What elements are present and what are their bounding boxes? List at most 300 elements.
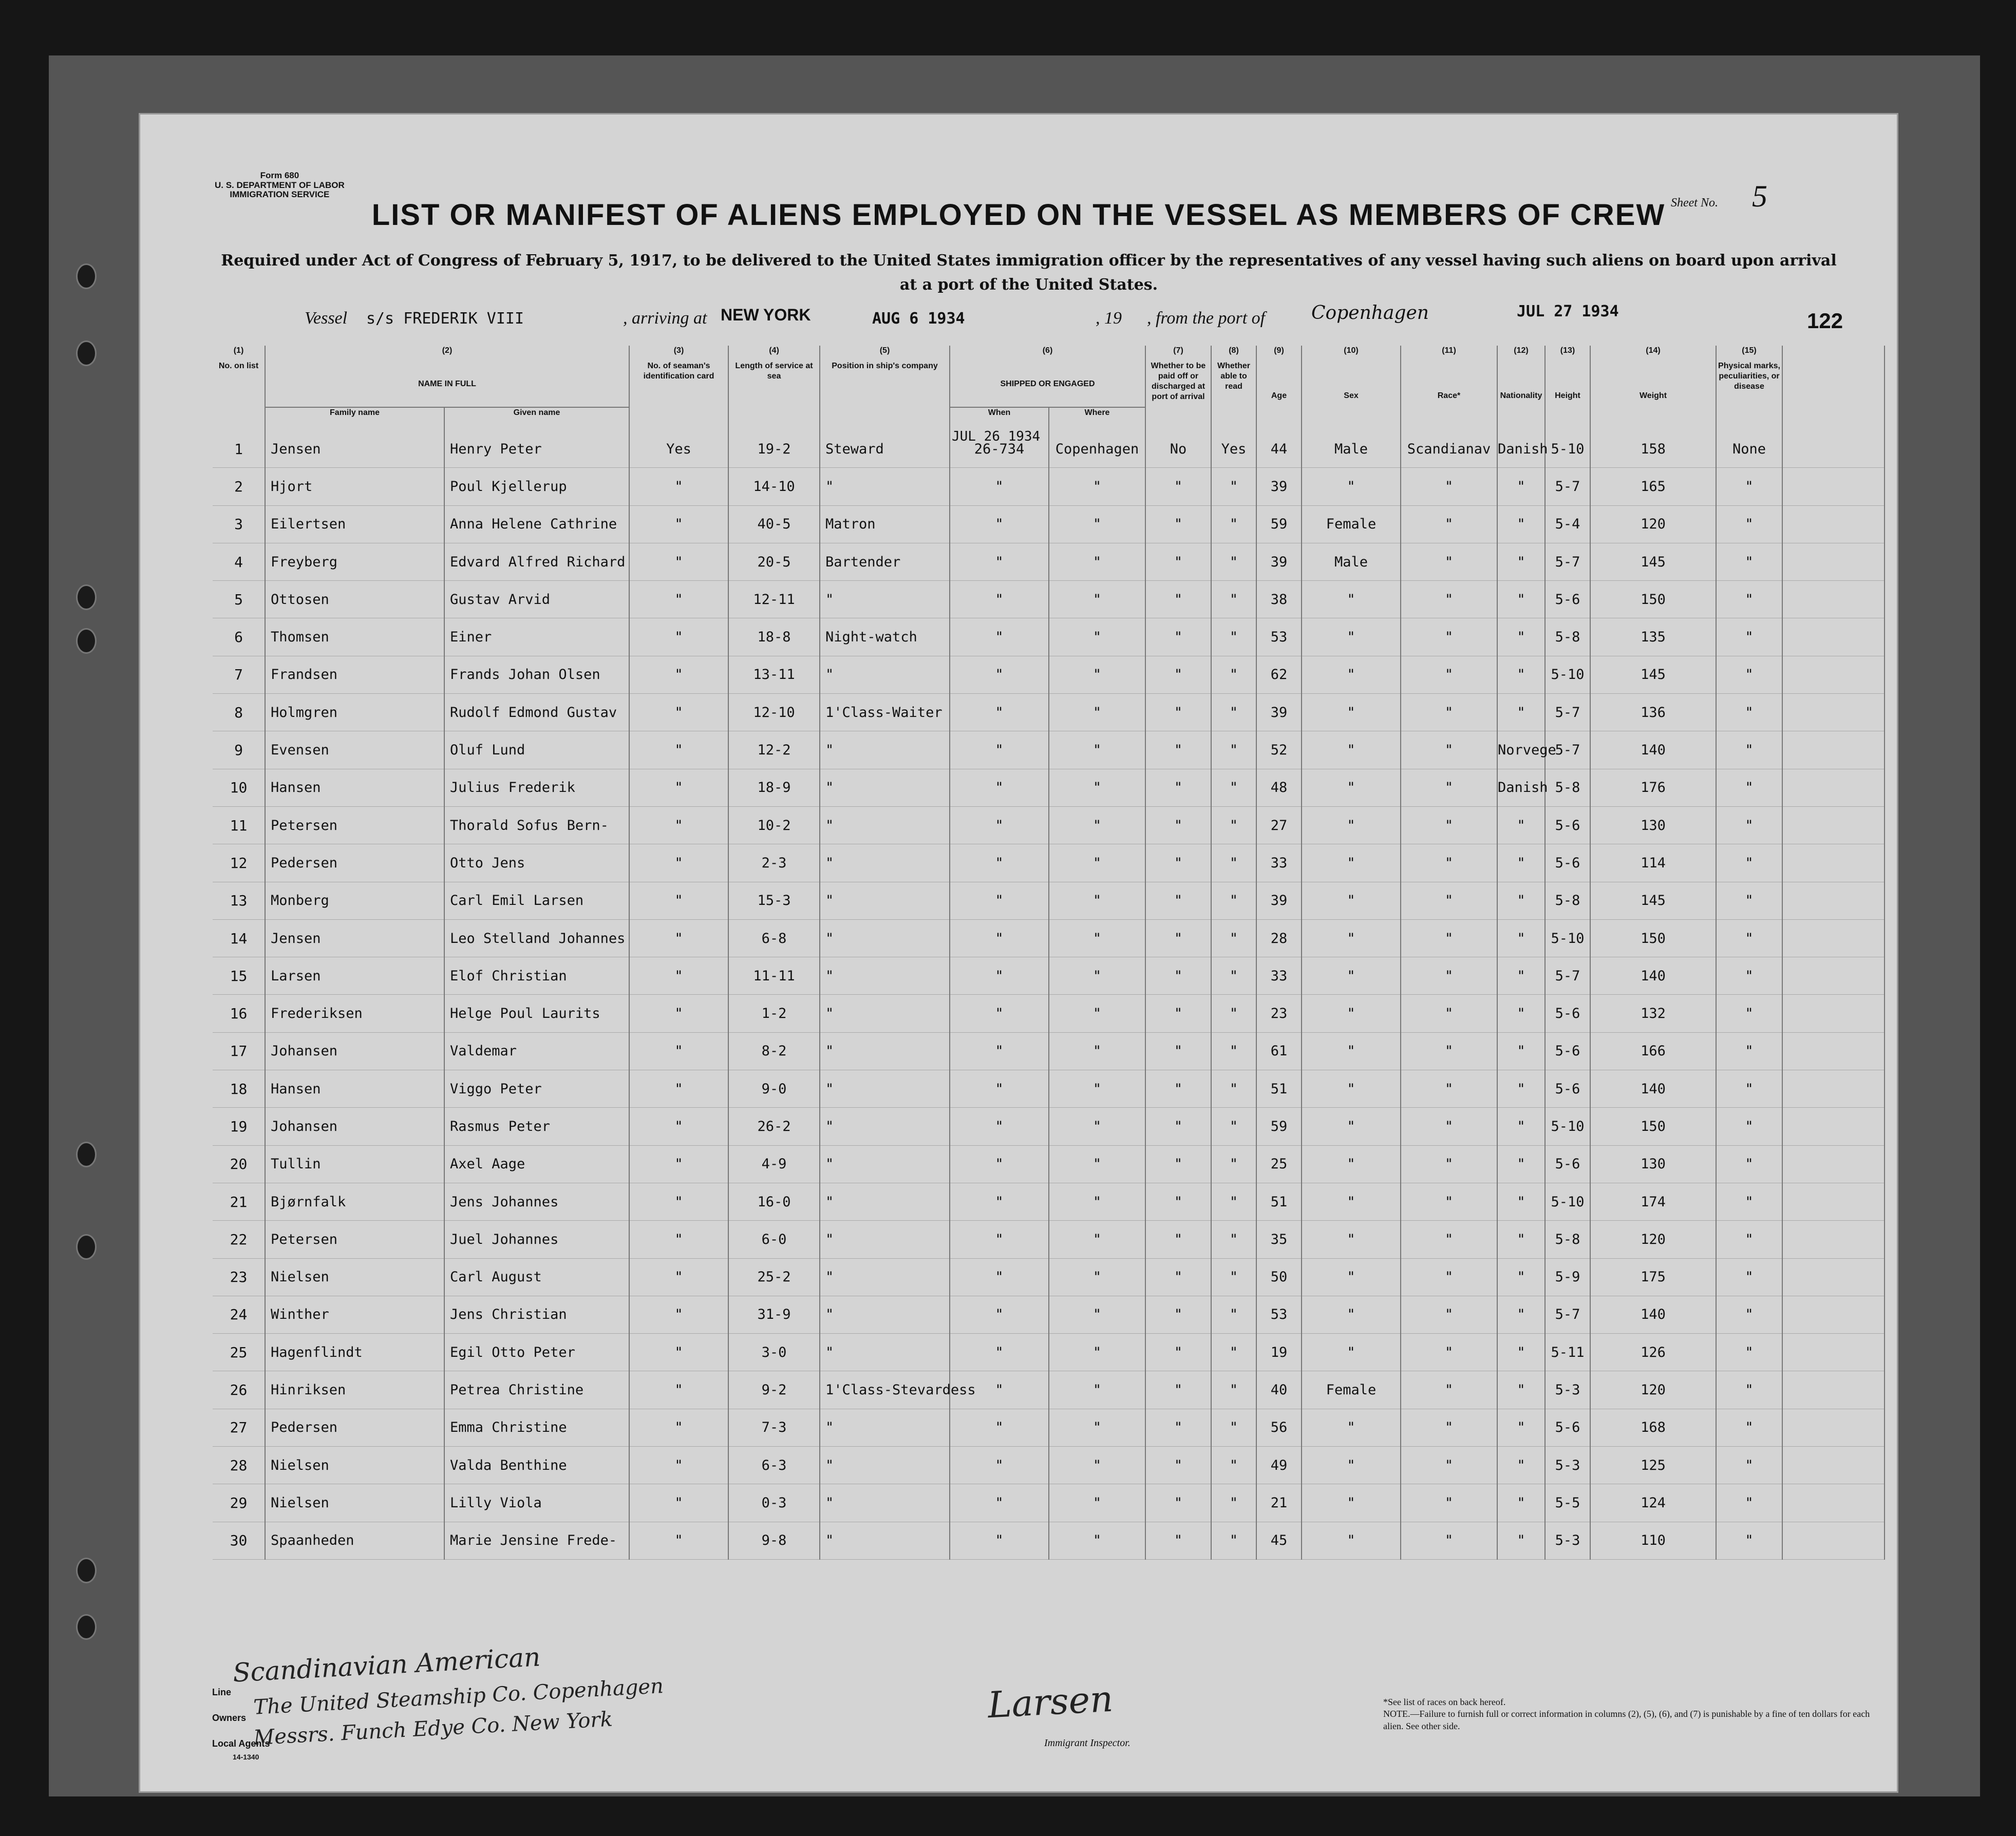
weight-cell: 145 <box>1590 543 1716 580</box>
spare-cell <box>1782 1183 1885 1220</box>
spare-cell <box>1782 1221 1885 1258</box>
nationality-cell: " <box>1497 1108 1545 1145</box>
id-card-cell: " <box>629 1296 728 1333</box>
nationality-cell: " <box>1497 581 1545 618</box>
weight-cell: 150 <box>1590 1108 1716 1145</box>
position-cell: 1'Class-Stevardess <box>820 1371 950 1409</box>
col-num-5: (5) <box>820 346 950 361</box>
spare-cell <box>1782 694 1885 731</box>
arrival-port: NEW YORK <box>721 306 811 324</box>
sex-cell: " <box>1302 844 1401 882</box>
nationality-cell: " <box>1497 844 1545 882</box>
able-to-read-cell: " <box>1211 543 1256 580</box>
paid-off-cell: " <box>1145 731 1211 769</box>
race-cell: " <box>1401 1409 1497 1446</box>
physical-marks-cell: " <box>1716 1484 1782 1522</box>
nationality-cell: " <box>1497 1145 1545 1183</box>
shipped-when-cell: " <box>950 919 1049 957</box>
family-name-cell: Nielsen <box>265 1484 444 1522</box>
family-name-cell: Eilertsen <box>265 505 444 543</box>
physical-marks-cell: " <box>1716 769 1782 806</box>
length-of-service-cell: 25-2 <box>728 1258 820 1296</box>
family-name-cell: Frandsen <box>265 656 444 693</box>
race-cell: " <box>1401 1334 1497 1371</box>
shipped-where-cell: " <box>1049 1183 1145 1220</box>
position-cell: " <box>820 1145 950 1183</box>
able-to-read-cell: " <box>1211 1032 1256 1070</box>
family-name-cell: Petersen <box>265 806 444 844</box>
age-cell: 59 <box>1256 1108 1302 1145</box>
position-cell: " <box>820 1484 950 1522</box>
given-name-cell: Jens Johannes <box>444 1183 629 1220</box>
sex-cell: " <box>1302 995 1401 1032</box>
table-row <box>213 882 1885 919</box>
physical-marks-cell: " <box>1716 581 1782 618</box>
race-cell: Scandianav <box>1401 430 1497 468</box>
given-name-cell: Jens Christian <box>444 1296 629 1333</box>
header-when: When <box>950 407 1049 430</box>
from-port-label: , from the port of <box>1147 309 1266 328</box>
able-to-read-cell: " <box>1211 919 1256 957</box>
race-cell: " <box>1401 618 1497 656</box>
table-row <box>213 581 1885 618</box>
header-id-card: No. of seaman's identification card <box>629 361 728 430</box>
id-card-cell: " <box>629 1070 728 1108</box>
sex-cell: " <box>1302 957 1401 995</box>
nationality-cell: " <box>1497 1296 1545 1333</box>
shipped-where-cell: " <box>1049 957 1145 995</box>
arrival-date-stamp: AUG 6 1934 <box>872 310 965 328</box>
age-cell: 39 <box>1256 468 1302 505</box>
weight-cell: 110 <box>1590 1522 1716 1559</box>
shipped-when-cell: " <box>950 1108 1049 1145</box>
shipped-when-cell: " <box>950 1258 1049 1296</box>
able-to-read-cell: " <box>1211 957 1256 995</box>
physical-marks-cell: " <box>1716 995 1782 1032</box>
race-cell: " <box>1401 1296 1497 1333</box>
family-name-cell: Johansen <box>265 1108 444 1145</box>
id-card-cell: " <box>629 919 728 957</box>
col-num-7: (7) <box>1145 346 1211 361</box>
id-card-cell: " <box>629 995 728 1032</box>
header-length-of-service: Length of service at sea <box>728 361 820 430</box>
paid-off-cell: " <box>1145 995 1211 1032</box>
no-on-list-cell: 1 <box>213 430 265 468</box>
no-on-list-cell: 5 <box>213 581 265 618</box>
no-on-list-cell: 16 <box>213 995 265 1032</box>
table-row <box>213 1409 1885 1446</box>
family-name-cell: Petersen <box>265 1221 444 1258</box>
family-name-cell: Monberg <box>265 882 444 919</box>
header-weight: Weight <box>1590 361 1716 430</box>
height-cell: 5-7 <box>1545 468 1590 505</box>
family-name-cell: Pedersen <box>265 844 444 882</box>
nationality-cell: " <box>1497 1183 1545 1220</box>
shipped-when-cell: " <box>950 806 1049 844</box>
spare-cell <box>1782 1522 1885 1559</box>
sex-cell: " <box>1302 1070 1401 1108</box>
table-row <box>213 1334 1885 1371</box>
nationality-cell: " <box>1497 694 1545 731</box>
shipped-where-cell: " <box>1049 1221 1145 1258</box>
manifest-footer <box>140 1642 1897 1789</box>
footer-form-code: 14-1340 <box>233 1753 259 1761</box>
position-cell: Matron <box>820 505 950 543</box>
length-of-service-cell: 13-11 <box>728 656 820 693</box>
shipped-where-cell: " <box>1049 806 1145 844</box>
paid-off-cell: " <box>1145 694 1211 731</box>
shipped-when-cell: 26-734 <box>950 430 1049 468</box>
physical-marks-cell: " <box>1716 957 1782 995</box>
spare-cell <box>1782 882 1885 919</box>
able-to-read-cell: " <box>1211 1070 1256 1108</box>
nationality-cell: " <box>1497 505 1545 543</box>
col-num-10: (10) <box>1302 346 1401 361</box>
length-of-service-cell: 19-2 <box>728 430 820 468</box>
position-cell: " <box>820 1447 950 1484</box>
length-of-service-cell: 6-0 <box>728 1221 820 1258</box>
position-cell: " <box>820 1183 950 1220</box>
shipped-where-cell: " <box>1049 694 1145 731</box>
age-cell: 59 <box>1256 505 1302 543</box>
length-of-service-cell: 2-3 <box>728 844 820 882</box>
race-cell: " <box>1401 1108 1497 1145</box>
shipped-when-cell: " <box>950 844 1049 882</box>
shipped-where-cell: " <box>1049 505 1145 543</box>
spare-cell <box>1782 919 1885 957</box>
no-on-list-cell: 13 <box>213 882 265 919</box>
sex-cell: " <box>1302 882 1401 919</box>
sex-cell: " <box>1302 919 1401 957</box>
given-name-cell: Thorald Sofus Bern- <box>444 806 629 844</box>
header-race: Race* <box>1401 361 1497 430</box>
paid-off-cell: " <box>1145 505 1211 543</box>
sex-cell: " <box>1302 581 1401 618</box>
table-row <box>213 731 1885 769</box>
shipped-where-cell: " <box>1049 581 1145 618</box>
no-on-list-cell: 29 <box>213 1484 265 1522</box>
age-cell: 56 <box>1256 1409 1302 1446</box>
spare-cell <box>1782 1070 1885 1108</box>
length-of-service-cell: 12-10 <box>728 694 820 731</box>
shipped-where-cell: " <box>1049 882 1145 919</box>
sex-cell: Male <box>1302 430 1401 468</box>
table-row <box>213 844 1885 882</box>
shipped-where-cell: " <box>1049 995 1145 1032</box>
year-label: , 19 <box>1096 309 1122 328</box>
no-on-list-cell: 21 <box>213 1183 265 1220</box>
id-card-cell: " <box>629 1032 728 1070</box>
col-num-9: (9) <box>1256 346 1302 361</box>
able-to-read-cell: " <box>1211 1258 1256 1296</box>
nationality-cell: " <box>1497 1334 1545 1371</box>
spare-cell <box>1782 1296 1885 1333</box>
id-card-cell: " <box>629 957 728 995</box>
header-no-on-list: No. on list <box>213 361 265 430</box>
paid-off-cell: " <box>1145 1334 1211 1371</box>
id-card-cell: " <box>629 1334 728 1371</box>
line-label: Line <box>212 1687 232 1697</box>
weight-cell: 136 <box>1590 694 1716 731</box>
arriving-label: , arriving at <box>623 309 707 328</box>
nationality-cell: " <box>1497 882 1545 919</box>
col-num-8: (8) <box>1211 346 1256 361</box>
position-cell: " <box>820 656 950 693</box>
weight-cell: 124 <box>1590 1484 1716 1522</box>
no-on-list-cell: 18 <box>213 1070 265 1108</box>
given-name-cell: Valda Benthine <box>444 1447 629 1484</box>
given-name-cell: Julius Frederik <box>444 769 629 806</box>
race-cell: " <box>1401 543 1497 580</box>
length-of-service-cell: 1-2 <box>728 995 820 1032</box>
height-cell: 5-7 <box>1545 957 1590 995</box>
sex-cell: Female <box>1302 1371 1401 1409</box>
height-cell: 5-3 <box>1545 1522 1590 1559</box>
shipped-when-cell: " <box>950 1070 1049 1108</box>
table-row <box>213 957 1885 995</box>
col-num-11: (11) <box>1401 346 1497 361</box>
length-of-service-cell: 31-9 <box>728 1296 820 1333</box>
able-to-read-cell: " <box>1211 581 1256 618</box>
height-cell: 5-10 <box>1545 656 1590 693</box>
family-name-cell: Evensen <box>265 731 444 769</box>
family-name-cell: Bjørnfalk <box>265 1183 444 1220</box>
shipped-where-cell: " <box>1049 844 1145 882</box>
footer-notes <box>1383 1696 1876 1732</box>
weight-cell: 126 <box>1590 1334 1716 1371</box>
shipped-when-cell: " <box>950 505 1049 543</box>
given-name-cell: Einer <box>444 618 629 656</box>
height-cell: 5-10 <box>1545 1108 1590 1145</box>
table-row <box>213 995 1885 1032</box>
given-name-cell: Petrea Christine <box>444 1371 629 1409</box>
paid-off-cell: " <box>1145 1484 1211 1522</box>
manifest-sheet <box>139 113 1898 1793</box>
race-cell: " <box>1401 731 1497 769</box>
able-to-read-cell: " <box>1211 769 1256 806</box>
shipped-where-cell: " <box>1049 618 1145 656</box>
nationality-cell: " <box>1497 618 1545 656</box>
length-of-service-cell: 11-11 <box>728 957 820 995</box>
col-num-12: (12) <box>1497 346 1545 361</box>
nationality-cell: " <box>1497 468 1545 505</box>
physical-marks-cell: " <box>1716 1108 1782 1145</box>
inspector-label: Immigrant Inspector. <box>1044 1737 1131 1749</box>
length-of-service-cell: 15-3 <box>728 882 820 919</box>
length-of-service-cell: 8-2 <box>728 1032 820 1070</box>
weight-cell: 130 <box>1590 806 1716 844</box>
spare-cell <box>1782 1484 1885 1522</box>
weight-cell: 175 <box>1590 1258 1716 1296</box>
race-cell: " <box>1401 769 1497 806</box>
paid-off-cell: " <box>1145 769 1211 806</box>
no-on-list-cell: 27 <box>213 1409 265 1446</box>
spare-cell <box>1782 505 1885 543</box>
length-of-service-cell: 12-11 <box>728 581 820 618</box>
nationality-cell: " <box>1497 1522 1545 1559</box>
height-cell: 5-10 <box>1545 430 1590 468</box>
shipped-when-cell: " <box>950 1484 1049 1522</box>
header-height: Height <box>1545 361 1590 430</box>
position-cell: " <box>820 1221 950 1258</box>
id-card-cell: " <box>629 1522 728 1559</box>
height-cell: 5-6 <box>1545 581 1590 618</box>
position-cell: " <box>820 769 950 806</box>
binder-hole <box>76 1558 97 1583</box>
no-on-list-cell: 25 <box>213 1334 265 1371</box>
spare-cell <box>1782 1145 1885 1183</box>
sheet-number-value: 5 <box>1751 179 1767 213</box>
id-card-cell: " <box>629 1221 728 1258</box>
id-card-cell: " <box>629 581 728 618</box>
sex-cell: " <box>1302 1032 1401 1070</box>
family-name-cell: Nielsen <box>265 1447 444 1484</box>
given-name-cell: Elof Christian <box>444 957 629 995</box>
binder-hole <box>76 1142 97 1167</box>
age-cell: 44 <box>1256 430 1302 468</box>
family-name-cell: Nielsen <box>265 1258 444 1296</box>
family-name-cell: Frederiksen <box>265 995 444 1032</box>
table-row <box>213 919 1885 957</box>
height-cell: 5-5 <box>1545 1484 1590 1522</box>
spare-column <box>1782 346 1885 361</box>
length-of-service-cell: 4-9 <box>728 1145 820 1183</box>
weight-cell: 176 <box>1590 769 1716 806</box>
table-row <box>213 1221 1885 1258</box>
age-cell: 25 <box>1256 1145 1302 1183</box>
shipped-when-cell: " <box>950 1371 1049 1409</box>
table-row <box>213 769 1885 806</box>
nationality-cell: " <box>1497 1371 1545 1409</box>
table-row <box>213 1183 1885 1220</box>
weight-cell: 145 <box>1590 882 1716 919</box>
weight-cell: 140 <box>1590 1070 1716 1108</box>
spare-cell <box>1782 1409 1885 1446</box>
length-of-service-cell: 6-3 <box>728 1447 820 1484</box>
header-sex: Sex <box>1302 361 1401 430</box>
weight-cell: 114 <box>1590 844 1716 882</box>
position-cell: " <box>820 1032 950 1070</box>
vessel-label: Vessel <box>305 309 348 328</box>
col-num-13: (13) <box>1545 346 1590 361</box>
page-subtitle: Required under Act of Congress of February 5, 1917, to be delivered to the United States immigration officer by the representatives of any vessel having such aliens on board upon arrival at a port of the United States. <box>221 252 1837 294</box>
spare-cell <box>1782 430 1885 468</box>
height-cell: 5-10 <box>1545 919 1590 957</box>
family-name-cell: Holmgren <box>265 694 444 731</box>
physical-marks-cell: " <box>1716 1032 1782 1070</box>
table-row <box>213 1108 1885 1145</box>
physical-marks-cell: " <box>1716 505 1782 543</box>
column-number-row <box>213 346 1885 361</box>
spare-cell <box>1782 468 1885 505</box>
id-card-cell: " <box>629 1371 728 1409</box>
nationality-cell: " <box>1497 957 1545 995</box>
able-to-read-cell: " <box>1211 1145 1256 1183</box>
given-name-cell: Poul Kjellerup <box>444 468 629 505</box>
age-cell: 53 <box>1256 1296 1302 1333</box>
physical-marks-cell: " <box>1716 694 1782 731</box>
shipped-where-cell: " <box>1049 1371 1145 1409</box>
nationality-cell: " <box>1497 806 1545 844</box>
able-to-read-cell: " <box>1211 694 1256 731</box>
header-given-name: Given name <box>444 407 629 430</box>
age-cell: 28 <box>1256 919 1302 957</box>
sex-cell: " <box>1302 618 1401 656</box>
race-cell: " <box>1401 1221 1497 1258</box>
id-card-cell: " <box>629 1484 728 1522</box>
paid-off-cell: " <box>1145 1371 1211 1409</box>
family-name-cell: Pedersen <box>265 1409 444 1446</box>
binder-hole <box>76 263 97 289</box>
position-cell: " <box>820 1296 950 1333</box>
shipped-when-cell: " <box>950 1522 1049 1559</box>
no-on-list-cell: 10 <box>213 769 265 806</box>
paid-off-cell: " <box>1145 656 1211 693</box>
shipped-where-cell: " <box>1049 1145 1145 1183</box>
table-row <box>213 1258 1885 1296</box>
no-on-list-cell: 17 <box>213 1032 265 1070</box>
physical-marks-cell: " <box>1716 919 1782 957</box>
age-cell: 53 <box>1256 618 1302 656</box>
page-number: 122 <box>1807 309 1843 333</box>
physical-marks-cell: " <box>1716 1183 1782 1220</box>
shipped-when-cell: " <box>950 769 1049 806</box>
no-on-list-cell: 19 <box>213 1108 265 1145</box>
position-cell: " <box>820 882 950 919</box>
nationality-cell: " <box>1497 1032 1545 1070</box>
position-cell: 1'Class-Waiter <box>820 694 950 731</box>
vessel-name: s/s FREDERIK VIII <box>366 310 524 328</box>
no-on-list-cell: 9 <box>213 731 265 769</box>
shipped-when-cell: " <box>950 694 1049 731</box>
paid-off-cell: No <box>1145 430 1211 468</box>
weight-cell: 150 <box>1590 919 1716 957</box>
physical-marks-cell: " <box>1716 731 1782 769</box>
position-cell: Night-watch <box>820 618 950 656</box>
shipped-where-cell: " <box>1049 1032 1145 1070</box>
race-cell: " <box>1401 1145 1497 1183</box>
length-of-service-cell: 3-0 <box>728 1334 820 1371</box>
able-to-read-cell: " <box>1211 618 1256 656</box>
id-card-cell: " <box>629 1183 728 1220</box>
given-name-cell: Viggo Peter <box>444 1070 629 1108</box>
family-name-cell: Freyberg <box>265 543 444 580</box>
length-of-service-cell: 9-0 <box>728 1070 820 1108</box>
no-on-list-cell: 15 <box>213 957 265 995</box>
race-cell: " <box>1401 919 1497 957</box>
sex-cell: " <box>1302 1183 1401 1220</box>
length-of-service-cell: 26-2 <box>728 1108 820 1145</box>
shipped-when-cell: " <box>950 957 1049 995</box>
crew-rows <box>213 430 1885 1559</box>
shipped-where-cell: " <box>1049 1258 1145 1296</box>
family-name-cell: Hagenflindt <box>265 1334 444 1371</box>
paid-off-cell: " <box>1145 543 1211 580</box>
given-name-cell: Carl Emil Larsen <box>444 882 629 919</box>
col-num-1: (1) <box>213 346 265 361</box>
given-name-cell: Leo Stelland Johannes <box>444 919 629 957</box>
family-name-cell: Hansen <box>265 769 444 806</box>
paid-off-cell: " <box>1145 468 1211 505</box>
form-number: Form 680 <box>260 171 299 180</box>
nationality-cell: " <box>1497 919 1545 957</box>
spare-cell <box>1782 618 1885 656</box>
race-cell: " <box>1401 656 1497 693</box>
height-cell: 5-6 <box>1545 1145 1590 1183</box>
race-cell: " <box>1401 1447 1497 1484</box>
weight-cell: 132 <box>1590 995 1716 1032</box>
sex-cell: " <box>1302 1108 1401 1145</box>
